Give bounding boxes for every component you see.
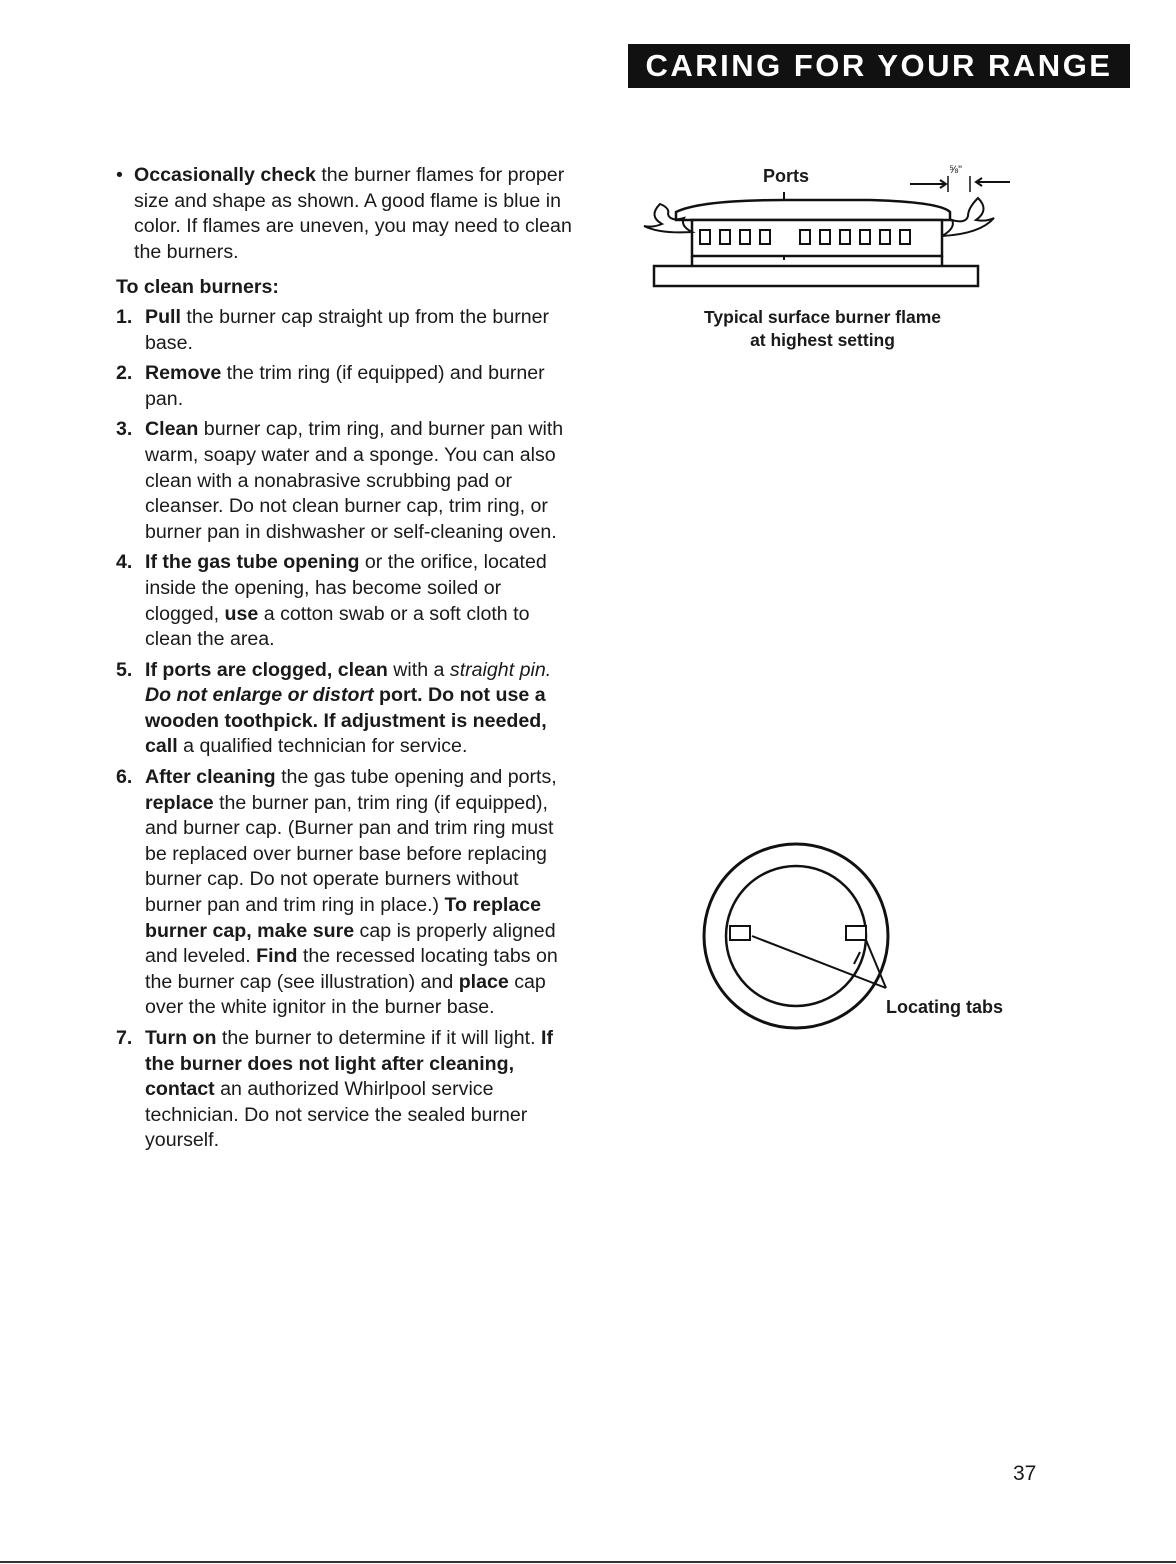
step-number: 7. — [116, 1027, 133, 1049]
step-text: straight pin. — [449, 658, 552, 681]
step-text: the gas tube opening and ports, — [275, 766, 557, 789]
step-text: or the orifice, located inside the opening, has become soiled or clogged, — [145, 551, 547, 625]
step-item — [116, 305, 576, 356]
step-text: Remove — [145, 362, 222, 385]
step-number: 6. — [116, 766, 133, 789]
flame-caption — [640, 306, 1005, 352]
step-text: the burner pan, trim ring (if equipped), and burner cap. (Burner pan and trim ring must be replaced over burner base before replacing burner cap. Do not operate burners without burner pan and trim ring in place.) — [145, 791, 554, 917]
step-item — [116, 550, 576, 652]
step-text: use — [224, 602, 259, 625]
step-text: If the gas tube opening — [145, 551, 360, 574]
step-text: replace — [145, 791, 214, 814]
page-number: 37 — [1013, 1462, 1037, 1485]
step-item — [116, 1026, 576, 1154]
step-text: If the burner does not light after cleaning, contact — [145, 1027, 553, 1101]
step-text: If ports are clogged, clean — [145, 658, 388, 681]
step-text: a cotton swab or a soft cloth to clean the area. — [145, 602, 530, 651]
step-item — [116, 765, 576, 1021]
step-item — [116, 658, 576, 760]
step-text: After cleaning — [145, 766, 276, 789]
step-text: with a — [387, 658, 450, 681]
intro-text: the burner flames for proper size and shape as shown. A good flame is blue in color. If flames are uneven, you may need to clean the burners. — [134, 164, 572, 263]
step-text: place — [458, 970, 509, 993]
step-text: the recessed locating tabs on the burner cap (see illustration) and — [145, 945, 558, 993]
bullet: • — [116, 164, 123, 186]
steps-list — [116, 305, 576, 1154]
step-text: a qualified technician for service. — [177, 735, 468, 758]
burner-flame-illustration — [640, 170, 1000, 300]
burner-cap-illustration — [700, 840, 900, 1040]
intro-bold: Occasionally check — [134, 164, 316, 186]
dimension-label: ⅝" — [949, 164, 963, 176]
step-text: the burner to determine if it will light. — [216, 1027, 541, 1049]
clean-burners-heading: To clean burners: — [116, 276, 279, 299]
flame-caption-line1: Typical surface burner flame — [704, 307, 941, 327]
section-banner: CARING FOR YOUR RANGE — [628, 44, 1130, 88]
step-number: 5. — [116, 658, 133, 681]
instructions-column — [116, 163, 576, 1159]
step-text: the trim ring (if equipped) and burner pan. — [145, 362, 545, 410]
step-number: 2. — [116, 362, 133, 385]
flame-caption-line2: at highest setting — [750, 330, 895, 350]
page-bottom-rule — [0, 1561, 1176, 1563]
step-item — [116, 417, 576, 545]
step-text: cap is properly aligned and leveled. — [145, 919, 556, 968]
step-number: 1. — [116, 305, 133, 328]
step-text: To replace burner cap, make sure — [145, 894, 542, 942]
step-text: Turn on — [145, 1027, 217, 1049]
ports-label: Ports — [763, 166, 810, 186]
step-text: cap over the white ignitor in the burner base. — [145, 970, 546, 1019]
step-text: Do not enlarge or distort — [145, 684, 374, 707]
step-number: 4. — [116, 551, 133, 574]
step-text: Find — [256, 945, 298, 968]
step-text: the burner cap straight up from the burner base. — [145, 305, 550, 354]
step-text: Pull — [145, 305, 181, 328]
step-text: Clean — [145, 418, 199, 441]
step-number: 3. — [116, 418, 133, 441]
step-text: burner cap, trim ring, and burner pan with warm, soapy water and a sponge. You can also clean with a nonabrasive scrubbing pad or cleanser. Do not clean burner cap, trim ring, or burner pan in dishwasher or self-cleaning oven. — [145, 418, 564, 543]
step-item — [116, 361, 576, 412]
intro-paragraph — [116, 163, 576, 265]
locating-tabs-label: Locating tabs — [886, 997, 1004, 1017]
step-text: an authorized Whirlpool service technician. Do not service the sealed burner yourself. — [145, 1078, 528, 1152]
step-text: port. Do not use a wooden toothpick. If adjustment is needed, call — [145, 684, 547, 758]
